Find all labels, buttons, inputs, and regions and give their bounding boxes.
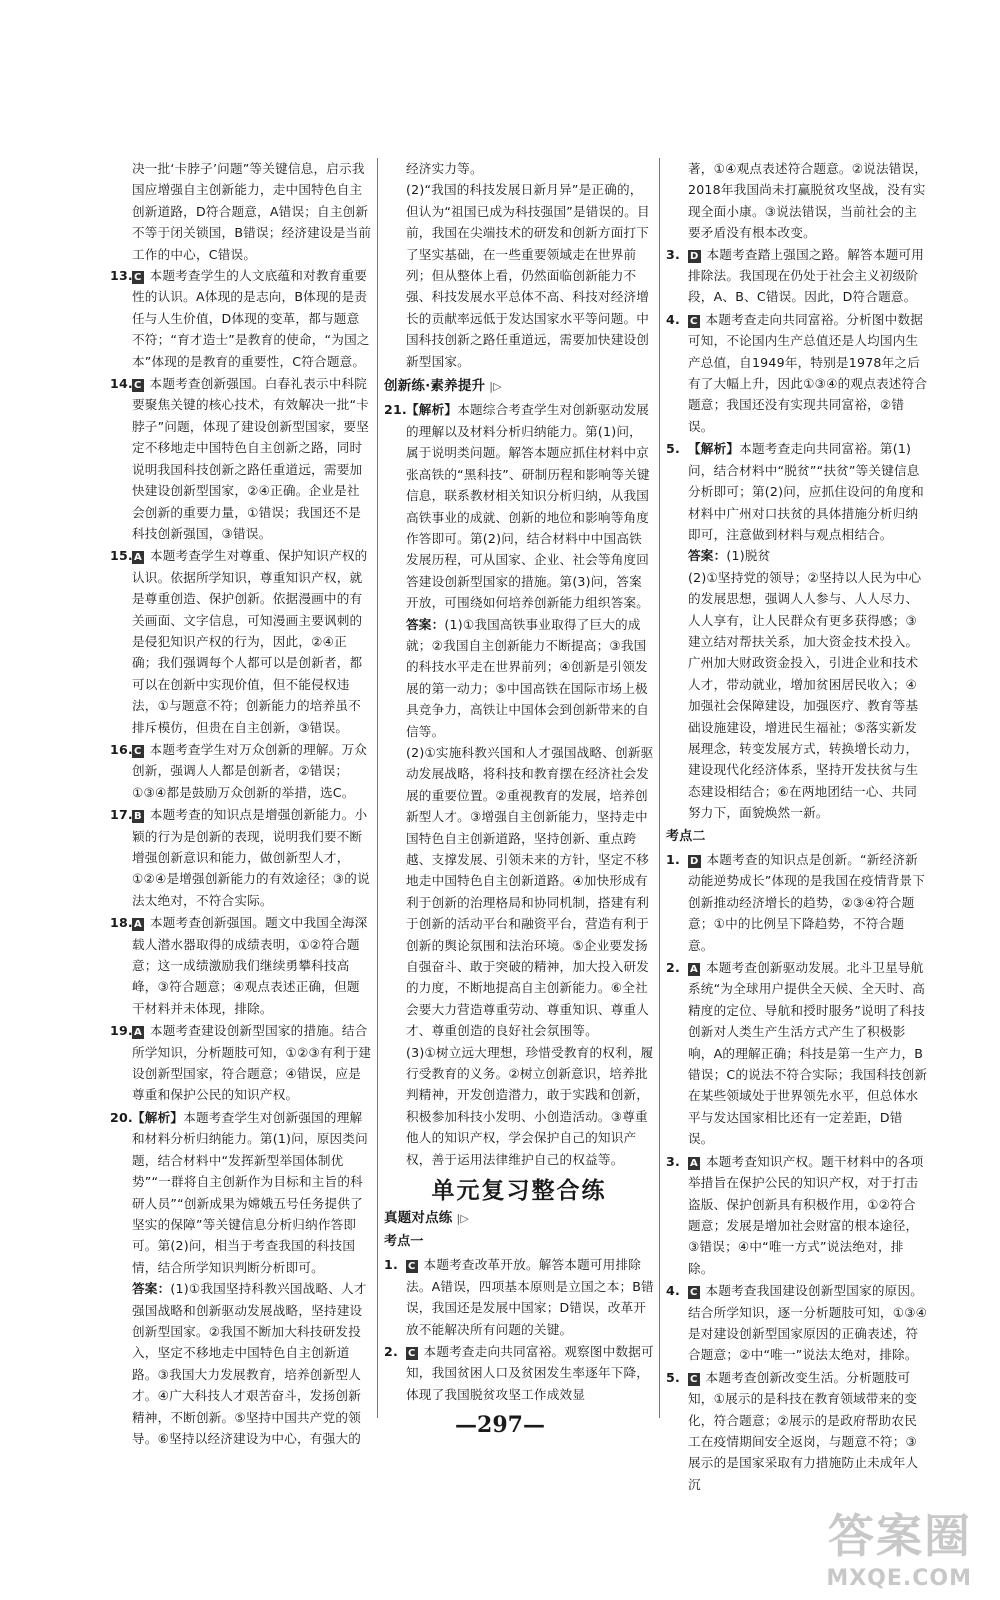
answer-item-20 (110, 1107, 372, 1450)
item-number: 19. (110, 1023, 133, 1039)
continued-text: 决一批‘卡脖子’问题”等关键信息，启示我国应增强自主创新能力，走中国特色自主创新道路，D符合题意，A错误；自主创新不等于闭关锁国，B错误；经济建设是当前工作的中心，C错误。 (132, 161, 372, 262)
answer-badge: A (690, 1157, 698, 1169)
watermark (826, 1500, 972, 1591)
answer-label: 答案： (688, 548, 727, 564)
column-divider (659, 158, 660, 1418)
item-text: 本题考查的知识点是增强创新能力。小颖的行为是创新的表现，说明我们要不断增强创新意识和能力，做创新型人才，①②④是增强创新能力的有效途径；③的说法太绝对，不符合实际。 (132, 807, 370, 908)
answer-badge: D (690, 250, 699, 262)
item-number: 15. (110, 548, 133, 564)
item-number: 2. (666, 960, 680, 976)
answer-item-16 (110, 739, 372, 803)
answer-item-2 (384, 1341, 654, 1405)
answer-badge: C (690, 1373, 698, 1385)
item-number: 1. (384, 1257, 398, 1273)
item-number: 3. (666, 246, 680, 262)
item-number: 5. (666, 1369, 680, 1385)
answer-badge: C (134, 380, 142, 392)
item-text: 本题考查我国建设创新型国家的原因。结合所学知识，逐一分析题肢可知，①③④是对建设创新型国家原因的正确表述，符合题意；②中“唯一”说法太绝对，排除。 (688, 1283, 928, 1363)
answer-badge: A (134, 1027, 142, 1039)
item-number: 1. (666, 852, 680, 867)
kaodian-heading: 考点二 (666, 828, 706, 844)
item-number: 20. (110, 1109, 133, 1125)
item-number: 17. (110, 807, 133, 823)
answer-text: (1)①我国坚持科教兴国战略、人才强国战略和创新驱动发展战略，坚持建设创新型国家。②我国不断加大科技研发投入，坚定不移地走中国特色自主创新道路。③我国大力发展教育，培养创新型人才。④广大科技人才艰苦奋斗，发扬创新精神，不断创新。⑤坚持中国共产党的领导。⑥坚持以经济建设为中心，有强大的 (132, 1281, 367, 1446)
answer-part-2: (2)①实施科教兴国和人才强国战略、创新驱动发展战略，将科技和教育摆在经济社会发展的重要位置。②重视教育的发展，培养创新型人才。③增强自主创新能力，坚持走中国特色自主创新道路，坚持创新、重点跨越、支撑发展、引领未来的方针，坚定不移地走中国特色自主创新道路。④加快形成有利于创新的治理格局和协同机制，搭建有利于创新的活动平台和融资平台，营造有利于创新的舆论氛围和法治环境。⑤企业要发扬自强奋斗、敢于突破的精神，加大投入研发的力度，不断地提高自主创新能力。⑥全社会要大力营造尊重劳动、尊重知识、尊重人才、尊重创造的良好社会氛围等。 (406, 744, 654, 1039)
item-text: 本题考查学生对创新强国的理解和材料分析归纳能力。第(1)问，原因类问题，结合材料中“发挥新型举国体制优势”“一群将自主创新作为目标和主旨的科研人员”“创新成果为嫦娥五号任务提供了坚实的保障”等关键信息分析归纳作答即可。第(2)问，相当于考查我国的科技国情，结合所学知识判断分析即可。 (132, 1109, 368, 1275)
answer-label: 答案： (406, 616, 445, 632)
answer-badge: A (134, 552, 142, 564)
answer-item-14 (110, 373, 372, 544)
answer-item-13 (110, 265, 372, 372)
section-title: 真题对点练 (384, 1209, 453, 1226)
answer-badge: D (690, 856, 699, 867)
continued-text: 著，①④观点表述符合题意。②说法错误，2018年我国尚未打赢脱贫攻坚战，没有实现全面小康。③说法错误，当前社会的主要矛盾没有根本改变。 (688, 161, 928, 241)
answer-badge: C (408, 1261, 416, 1273)
answer-text-2: (2)①坚持党的领导；②坚持以人民为中心的发展思想，强调人人参与、人人尽力、人人享有，让人民群众有更多获得感；③建立结对帮扶关系，加大资金技术投入。广州加大财政资金投入，引进企业和技术人才，带动就业，增加贫困居民收入；④加强社会保障建设，加强医疗、教育等基础设施建设，增进民生福祉；⑤落实新发展理念，转变发展方式，转换增长动力，建设现代化经济体系，坚持开发扶贫与生态建设相结合；⑥在两地团结一心、共同努力下，面貌焕然一新。 (688, 569, 922, 821)
column-1 (110, 158, 372, 1450)
answer-page (110, 158, 928, 1492)
item-text: 本题考查建设创新型国家的措施。结合所学知识，分析题肢可知，①②③有利于建设创新型国家，符合题意；④错误，应是尊重和保护公民的知识产权。 (132, 1023, 372, 1103)
answer-item-18 (110, 912, 372, 1019)
item-number: 13. (110, 268, 133, 284)
answer-badge: B (134, 811, 142, 823)
answer-item-4 (666, 309, 928, 437)
answer-part-1: (1)①我国高铁事业取得了巨大的成就；②我国自主创新能力不断提高；③我国的科技水平走在世界前列；④创新是引领发展的第一动力；⑤中国高铁在国际市场上极具竞争力，高铁让中国体会到创新带来的自信等。 (406, 616, 650, 739)
section-heading-2 (384, 1208, 654, 1229)
unit-title: 单元复习整合练 (431, 1177, 607, 1205)
answer-item-k2-1 (666, 849, 928, 956)
item-text: 本题考查创新改变生活。分析题肢可知，①展示的是科技在教育领域带来的变化，符合题意；②展示的是政府帮助农民工在疫情期间安全返岗，与题意不符；③展示的是国家采取有力措施防止未成年人沉 (688, 1369, 919, 1492)
analysis-tag: 【解析】 (132, 1109, 184, 1125)
answer-badge: C (408, 1347, 416, 1359)
item-text: 本题考查走向共同富裕。第(1)问，结合材料中“脱贫”“扶贫”等关键信息分析即可；第(2)问，应抓住设问的角度和材料中广州对口扶贫的具体措施分析归纳即可，注意做到材料与观点相结合。 (688, 441, 924, 542)
answer-text: (1)脱贫 (726, 548, 771, 564)
item-number: 4. (666, 311, 680, 327)
item-text: 本题考查的知识点是创新。“新经济新动能逆势成长”体现的是我国在疫情背景下创新推动经济增长的趋势，②③④符合题意；①中的比例呈下降趋势，不符合题意。 (688, 852, 926, 953)
watermark-logo: 答案圈 (828, 1509, 972, 1563)
answer-item-k2-3 (666, 1151, 928, 1279)
answer-part-3: (3)①树立远大理想，珍惜受教育的权利，履行受教育的义务。②树立创新意识，培养批判精神，开发创造潜力，敢于实践和创新，积极参加科技小发明、小创造活动。③尊重他人的知识产权，学会保护自己的知识产权，善于运用法律维护自己的权益等。 (406, 1044, 654, 1167)
answer-badge: C (134, 272, 142, 284)
column-2 (384, 158, 654, 1406)
item-text: 本题考查创新驱动发展。北斗卫星导航系统“为全球用户提供全天候、全天时、高精度的定位、导航和授时服务”说明了科技创新对人类生产生活方式产生了积极影响，A的理解正确；科技是第一生产力，B错误；C的说法不符合实际；我国科技创新在某些领域处于世界领先水平，但总体水平与发达国家相比还有一定差距，D错误。 (688, 960, 928, 1147)
item-text: 本题考查学生对尊重、保护知识产权的认识。依据所学知识，尊重知识产权，就是尊重创造、保护创新。依据漫画中的有关画面、文字信息，可知漫画主要讽刺的是侵犯知识产权的行为，因此，②④正确；我们强调每个人都可以是创新者，都可以在创新中实现价值，但不能侵权违法，①与题意不符；创新能力的培养虽不排斥模仿，但贵在自主创新，③错误。 (132, 548, 368, 735)
answer-item-3 (666, 244, 928, 308)
item-text: 本题综合考查学生对创新驱动发展的理解以及材料分析归纳能力。第(1)问，属于说明类问题。解答本题应抓住材料中京张高铁的“黑科技”、研制历程和影响等关键信息，联系教材相关知识分析归纳，从我国高铁事业的成就、创新的地位和影响等角度作答即可。第(2)问，结合材料中中国高铁发展历程，可从国家、企业、社会等角度回答建设创新型国家的措施。第(3)问，答案开放，可围绕如何培养创新能力组织答案。 (406, 402, 650, 611)
item-text: 本题考查踏上强国之路。解答本题可用排除法。我国现在仍处于社会主义初级阶段，A、B、C错误。因此，D符合题意。 (688, 246, 925, 305)
item-text: 本题考查走向共同富裕。观察图中数据可知，我国贫困人口及贫困发生率逐年下降，体现了我国脱贫攻坚工作成效显 (406, 1343, 654, 1402)
answer-item-5 (666, 438, 928, 823)
answer-badge: A (134, 919, 142, 931)
answer-label: 答案： (132, 1281, 171, 1297)
answer-item-19 (110, 1020, 372, 1106)
item-number: 2. (384, 1343, 398, 1359)
continued-text-2: (2)“我国的科技发展日新月异”是正确的，但认为“祖国已成为科技强国”是错误的。目前，我国在尖端技术的研发和创新方面打下了坚实基础，在一些重要领域走在世界前列；但从整体上看，仍然面临创新能力不强、科技发展水平总体不高、科技对经济增长的贡献率远低于发达国家水平等问题。中国科技创新之路任重道远，需要加快建设创新型国家。 (406, 182, 650, 369)
item-text: 本题考查学生对万众创新的理解。万众创新，强调人人都是创新者，②错误；①③④都是鼓励万众创新的举措，选C。 (132, 741, 368, 800)
item-number: 3. (666, 1153, 680, 1169)
arrow-icon: |▷ (489, 380, 502, 394)
section-heading (384, 376, 654, 397)
item-number: 21. (384, 402, 407, 418)
item-text: 本题考查学生的人文底蕴和对教育重要性的认识。A体现的是志向，B体现的是责任与人生价值，D体现的变革，都与题意不符；“育才造士”是教育的使命，“为国之本”体现的是教育的重要性，C符合题意。 (132, 268, 370, 369)
answer-item-17 (110, 804, 372, 911)
item-text: 本题考查知识产权。题干材料中的各项举措旨在保护公民的知识产权，对于打击盗版、保护创新具有积极作用，①②符合题意；发展是增加社会财富的根本途径，③错误；④中“唯一方式”说法绝对，排除。 (688, 1153, 924, 1276)
item-number: 16. (110, 741, 133, 757)
watermark-url: MXQE.COM (826, 1566, 972, 1591)
answer-badge: C (690, 315, 698, 327)
answer-badge: C (134, 745, 142, 757)
answer-badge: C (690, 1287, 698, 1299)
arrow-icon: |▷ (456, 1211, 470, 1225)
answer-item-15 (110, 545, 372, 738)
item-text: 本题考查创新强国。白春礼表示中科院要聚焦关键的核心技术，有效解决一批“卡脖子”问题，体现了建设创新型国家，要坚定不移地走中国特色自主创新之路，同时说明我国科技创新之路任重道远，需要加快建设创新型国家，②④正确。企业是社会创新的重要力量，①错误；我国还不是科技创新强国，③错误。 (132, 376, 370, 541)
item-text: 本题考查走向共同富裕。分析图中数据可知，不论国内生产总值还是人均国内生产总值，自1949年，特别是1978年之后有了大幅上升，因此①③④的观点表述符合题意；我国还没有实现共同富裕，②错误。 (688, 311, 928, 434)
item-number: 14. (110, 376, 133, 392)
item-number: 18. (110, 915, 133, 931)
page-number: —297— (455, 1412, 545, 1438)
continued-text: 经济实力等。 (406, 161, 483, 176)
column-3 (666, 158, 928, 1496)
answer-badge: A (690, 964, 698, 976)
item-number: 4. (666, 1283, 680, 1299)
column-divider (377, 158, 378, 1418)
analysis-tag: 【解析】 (406, 402, 458, 418)
item-text: 本题考查创新强国。题文中我国全海深载人潜水器取得的成绩表明，①②符合题意；这一成绩激励我们继续勇攀科技高峰，③符合题意；④观点表述正确，但题干材料并未体现，排除。 (132, 915, 368, 1016)
analysis-tag: 【解析】 (688, 441, 740, 457)
answer-item-k2-4 (666, 1280, 928, 1366)
answer-item-1 (384, 1254, 654, 1340)
answer-item-k2-2 (666, 957, 928, 1150)
item-text: 本题考查改革开放。解答本题可用排除法。A错误，四项基本原则是立国之本；B错误，我国还是发展中国家；D错误，改革开放不能解决所有问题的关键。 (406, 1257, 654, 1337)
section-title: 创新练·素养提升 (384, 378, 486, 395)
kaodian-heading: 考点一 (384, 1233, 424, 1249)
answer-item-21 (384, 399, 654, 1170)
item-number: 5. (666, 441, 680, 457)
